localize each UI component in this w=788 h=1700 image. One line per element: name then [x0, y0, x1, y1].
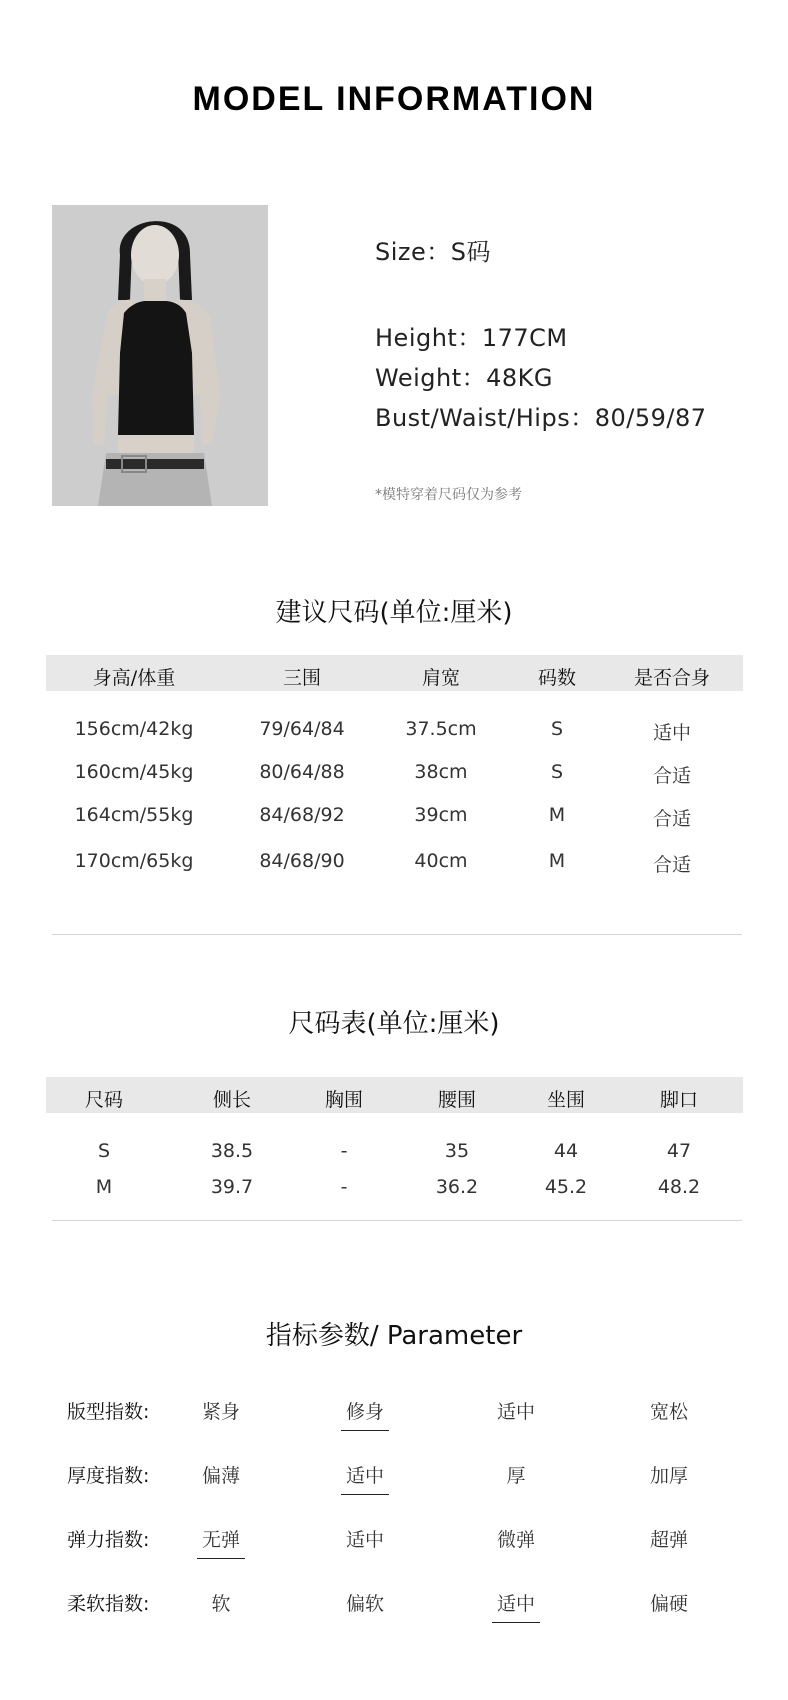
size-chart-header-cell: 侧长 [212, 1089, 252, 1111]
parameter-option: 微弹 [496, 1529, 536, 1551]
size-chart-header-cell: 胸围 [324, 1089, 364, 1111]
table-cell: 合适 [652, 854, 692, 876]
table-cell: 44 [553, 1140, 579, 1162]
parameter-option: 偏软 [345, 1593, 385, 1615]
page-title: MODEL INFORMATION [192, 80, 596, 118]
model-size: Size：S码 [375, 238, 491, 266]
model-measurements: Bust/Waist/Hips：80/59/87 [375, 404, 707, 432]
table-cell: 38cm [414, 761, 468, 783]
parameter-label: 版型指数: [67, 1401, 150, 1423]
table-cell: 84/68/90 [259, 850, 345, 872]
parameter-option: 加厚 [649, 1465, 689, 1487]
table-cell: - [340, 1140, 348, 1162]
table-cell: 合适 [652, 808, 692, 830]
size-chart-header [46, 1077, 743, 1113]
table-cell: - [340, 1176, 348, 1198]
table-cell: M [95, 1176, 113, 1198]
size-chart-header-cell: 坐围 [546, 1089, 586, 1111]
model-photo [52, 205, 268, 506]
parameter-option: 偏硬 [649, 1593, 689, 1615]
table-cell: 48.2 [657, 1176, 701, 1198]
table-cell: 79/64/84 [259, 718, 345, 740]
table-cell: 164cm/55kg [74, 804, 194, 826]
parameter-label: 厚度指数: [67, 1465, 150, 1487]
parameter-option: 紧身 [201, 1401, 241, 1423]
recommend-title: 建议尺码(单位:厘米) [275, 598, 513, 628]
table-cell: 37.5cm [405, 718, 477, 740]
recommend-header-cell: 码数 [537, 667, 577, 689]
parameter-option: 无弹 [197, 1525, 245, 1559]
table-cell: 39.7 [210, 1176, 254, 1198]
table-cell: 45.2 [544, 1176, 588, 1198]
size-chart-header-cell: 腰围 [437, 1089, 477, 1111]
table-cell: 39cm [414, 804, 468, 826]
table-cell: 35 [444, 1140, 470, 1162]
parameter-option: 适中 [496, 1401, 536, 1423]
parameter-option: 偏薄 [201, 1465, 241, 1487]
parameter-option: 软 [211, 1593, 231, 1615]
recommend-header-cell: 是否合身 [633, 667, 711, 689]
table-cell: S [550, 718, 564, 740]
section-divider [52, 934, 742, 935]
recommend-table-header [46, 655, 743, 691]
table-cell: 80/64/88 [259, 761, 345, 783]
parameter-option: 适中 [345, 1529, 385, 1551]
parameter-option: 超弹 [649, 1529, 689, 1551]
recommend-header-cell: 身高/体重 [92, 667, 176, 689]
parameter-label: 弹力指数: [67, 1529, 150, 1551]
size-chart-title: 尺码表(单位:厘米) [288, 1009, 500, 1039]
parameter-option: 宽松 [649, 1401, 689, 1423]
recommend-header-cell: 三围 [282, 667, 322, 689]
model-height: Height：177CM [375, 324, 568, 352]
model-size-note: *模特穿着尺码仅为参考 [375, 487, 522, 503]
table-cell: 适中 [652, 722, 692, 744]
table-cell: 合适 [652, 765, 692, 787]
recommend-header-cell: 肩宽 [421, 667, 461, 689]
size-chart-header-cell: 尺码 [84, 1089, 124, 1111]
table-cell: 38.5 [210, 1140, 254, 1162]
parameter-option: 适中 [341, 1461, 389, 1495]
table-cell: 84/68/92 [259, 804, 345, 826]
parameter-option: 厚 [506, 1465, 526, 1487]
table-cell: M [548, 804, 566, 826]
parameter-option: 修身 [341, 1397, 389, 1431]
table-cell: 156cm/42kg [74, 718, 194, 740]
section-divider [52, 1220, 742, 1221]
model-weight: Weight：48KG [375, 364, 553, 392]
parameter-option: 适中 [492, 1589, 540, 1623]
table-cell: 47 [666, 1140, 692, 1162]
table-cell: 160cm/45kg [74, 761, 194, 783]
table-cell: 170cm/65kg [74, 850, 194, 872]
parameter-label: 柔软指数: [67, 1593, 150, 1615]
table-cell: 40cm [414, 850, 468, 872]
size-chart-header-cell: 脚口 [659, 1089, 699, 1111]
table-cell: S [550, 761, 564, 783]
table-cell: S [97, 1140, 111, 1162]
table-cell: M [548, 850, 566, 872]
table-cell: 36.2 [435, 1176, 479, 1198]
parameter-title: 指标参数/ Parameter [265, 1321, 523, 1351]
